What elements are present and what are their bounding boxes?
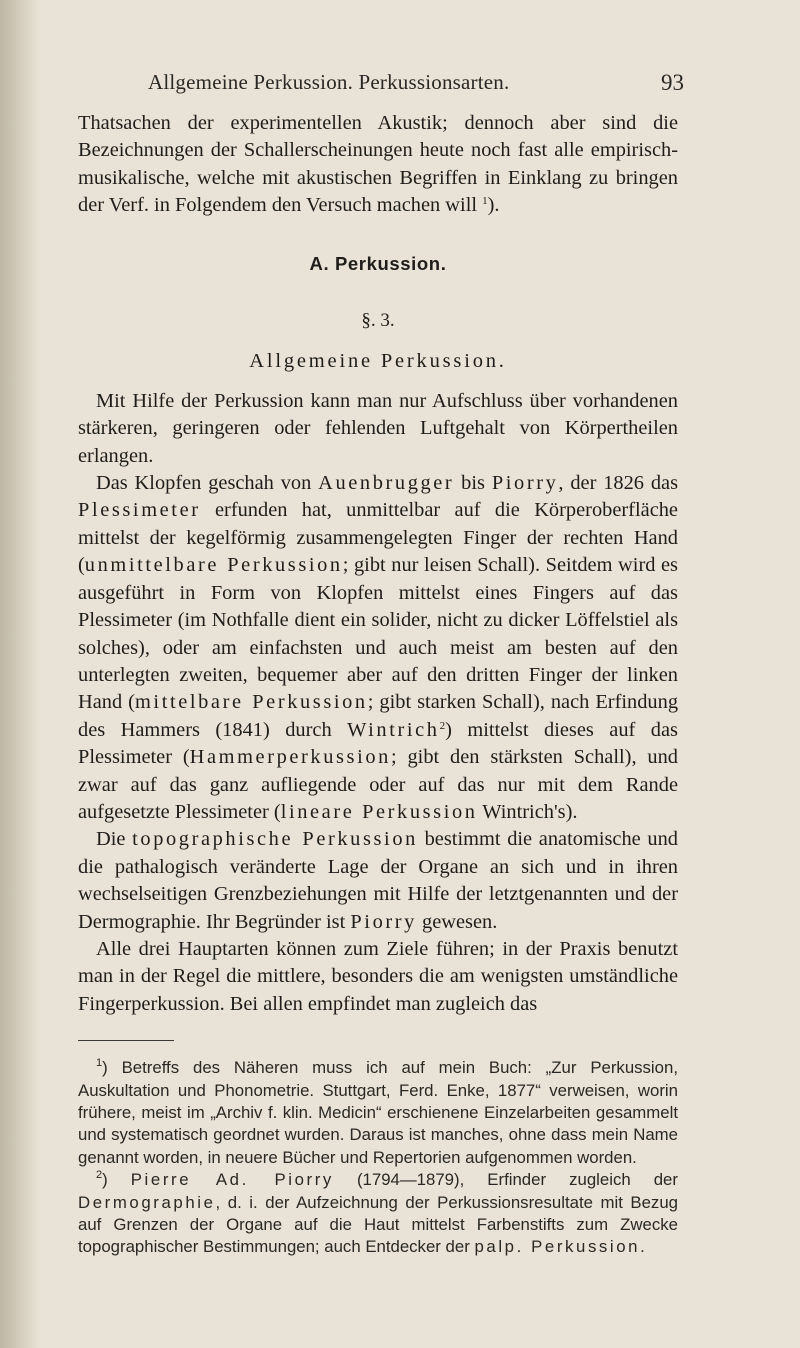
page-header: [78, 70, 684, 110]
name-piorry-2: Piorry: [350, 910, 417, 933]
paragraph-number: §. 3.: [361, 310, 395, 332]
term-hammerperkussion: Hammerperkussion: [189, 746, 391, 769]
name-wintrich: Wintrich: [347, 718, 440, 741]
name-piorry: Piorry: [491, 472, 559, 495]
name-auenbrugger: Auenbrugger: [318, 472, 455, 495]
footnotes: [78, 1057, 678, 1259]
section-heading: A. Perkussion.: [309, 252, 447, 274]
intro-paragraph: Thatsachen der experimentellen Akustik; dennoch aber sind die Bezeichnungen der Schallerscheinungen heute noch fast alle empirisch-musikalische, welche mit akustischen Begriffen in Einklang zu bringen der Verf. in Folgendem den Versuch machen will $^1$).: [78, 112, 678, 217]
term-plessimeter: Plessimeter: [78, 499, 201, 522]
paragraph-3: Die topographische Perkussion bestimmt die anatomische und die pathalogisch veränderte Lage der Organe an sich und in ihren wechselseitigen Grenzbeziehungen mit Hilfe der letztgenannten und der Dermographie. Ihr Begründer ist Piorry gewesen.: [78, 828, 678, 933]
running-title: Allgemeine Perkussion. Perkussionsarten.: [148, 70, 510, 94]
term-mittelbare-perkussion: mittelbare Perkussion: [134, 691, 368, 714]
body-text: [78, 110, 678, 1018]
page-number: 93: [661, 70, 684, 95]
footnote-divider: [78, 1040, 174, 1041]
footnote-ref-2: 2: [439, 719, 446, 732]
fn-term-dermographie: Dermographie: [78, 1192, 216, 1212]
term-lineare-perkussion: lineare Perkussion: [280, 800, 478, 823]
footnote-2: $^2$) Pierre Ad. Piorry (1794—1879), Erfinder zugleich der Dermographie, d. i. der Aufzeichnung der Perkussionsresultate mit Bezug auf Grenzen der Organe auf die Haut mittelst Farbenstifts zum Zwecke topographischer Bestimmungen; auch Entdecker der palp. Perkussion.: [78, 1169, 678, 1257]
book-spine-shadow: [0, 0, 40, 1348]
term-unmittelbare-perkussion: unmittelbare Perkussion: [84, 554, 343, 577]
paragraph-2: Das Klopfen geschah von Auenbrugger bis Piorry, der 1826 das Plessimeter erfunden hat, unmittelbar auf die Körperoberfläche mittelst der kegelförmig zusammengelegten Finger der rechten Hand (unmittelbare Perkussion; gibt nur leisen Schall). Seitdem wird es ausgeführt in Form von Klopfen mittelst eines Fingers auf das Plessimeter (im Nothfalle dient ein solider, nicht zu dicker Löffelstiel als solches), oder am einfachsten und auch meist am besten auf den unterlegten zweiten, bequemer aber auf den dritten Finger der linken Hand (mittelbare Perkussion; gibt starken Schall), nach Erfindung des Hammers (1841) durch Wintrich$^2$) mittelst dieses auf das Plessimeter (Hammerperkussion; gibt den stärksten Schall), und zwar auf das ganz aufliegende oder auf das nur mit dem Rande aufgesetzte Plessimeter (lineare Perkussion Wintrich's).: [78, 472, 679, 823]
footnote-ref-1: 1: [482, 195, 488, 208]
section-title: Allgemeine Perkussion.: [249, 350, 507, 373]
paragraph-4: Alle drei Hauptarten können zum Ziele führen; in der Praxis benutzt man in der Regel die mittlere, besonders die am wenigsten umständliche Fingerperkussion. Bei allen empfindet man zugleich das: [78, 937, 678, 1015]
book-page: [78, 70, 684, 1259]
term-topographische-perkussion: topographische Perkussion: [132, 828, 418, 851]
paragraph-1: Mit Hilfe der Perkussion kann man nur Aufschluss über vorhandenen stärkeren, geringeren oder fehlenden Luftgehalt von Körpertheilen erlangen.: [78, 389, 678, 467]
fn-term-palp-perkussion: palp. Perkussion: [474, 1237, 641, 1257]
fn-name-piorry: Pierre Ad. Piorry: [130, 1170, 334, 1190]
footnote-1: $^1$) Betreffs des Näheren muss ich auf mein Buch: „Zur Perkussion, Auskultation und Phonometrie. Stuttgart, Ferd. Enke, 1877“ verweisen, worin frühere, meist im „Archiv f. klin. Medicin“ erschienene Einzelarbeiten gesammelt und systematisch geordnet wurden. Daraus ist manches, ohne dass mein Name genannt worden, in neuere Bücher und Repertorien aufgenommen worden.: [78, 1057, 678, 1167]
